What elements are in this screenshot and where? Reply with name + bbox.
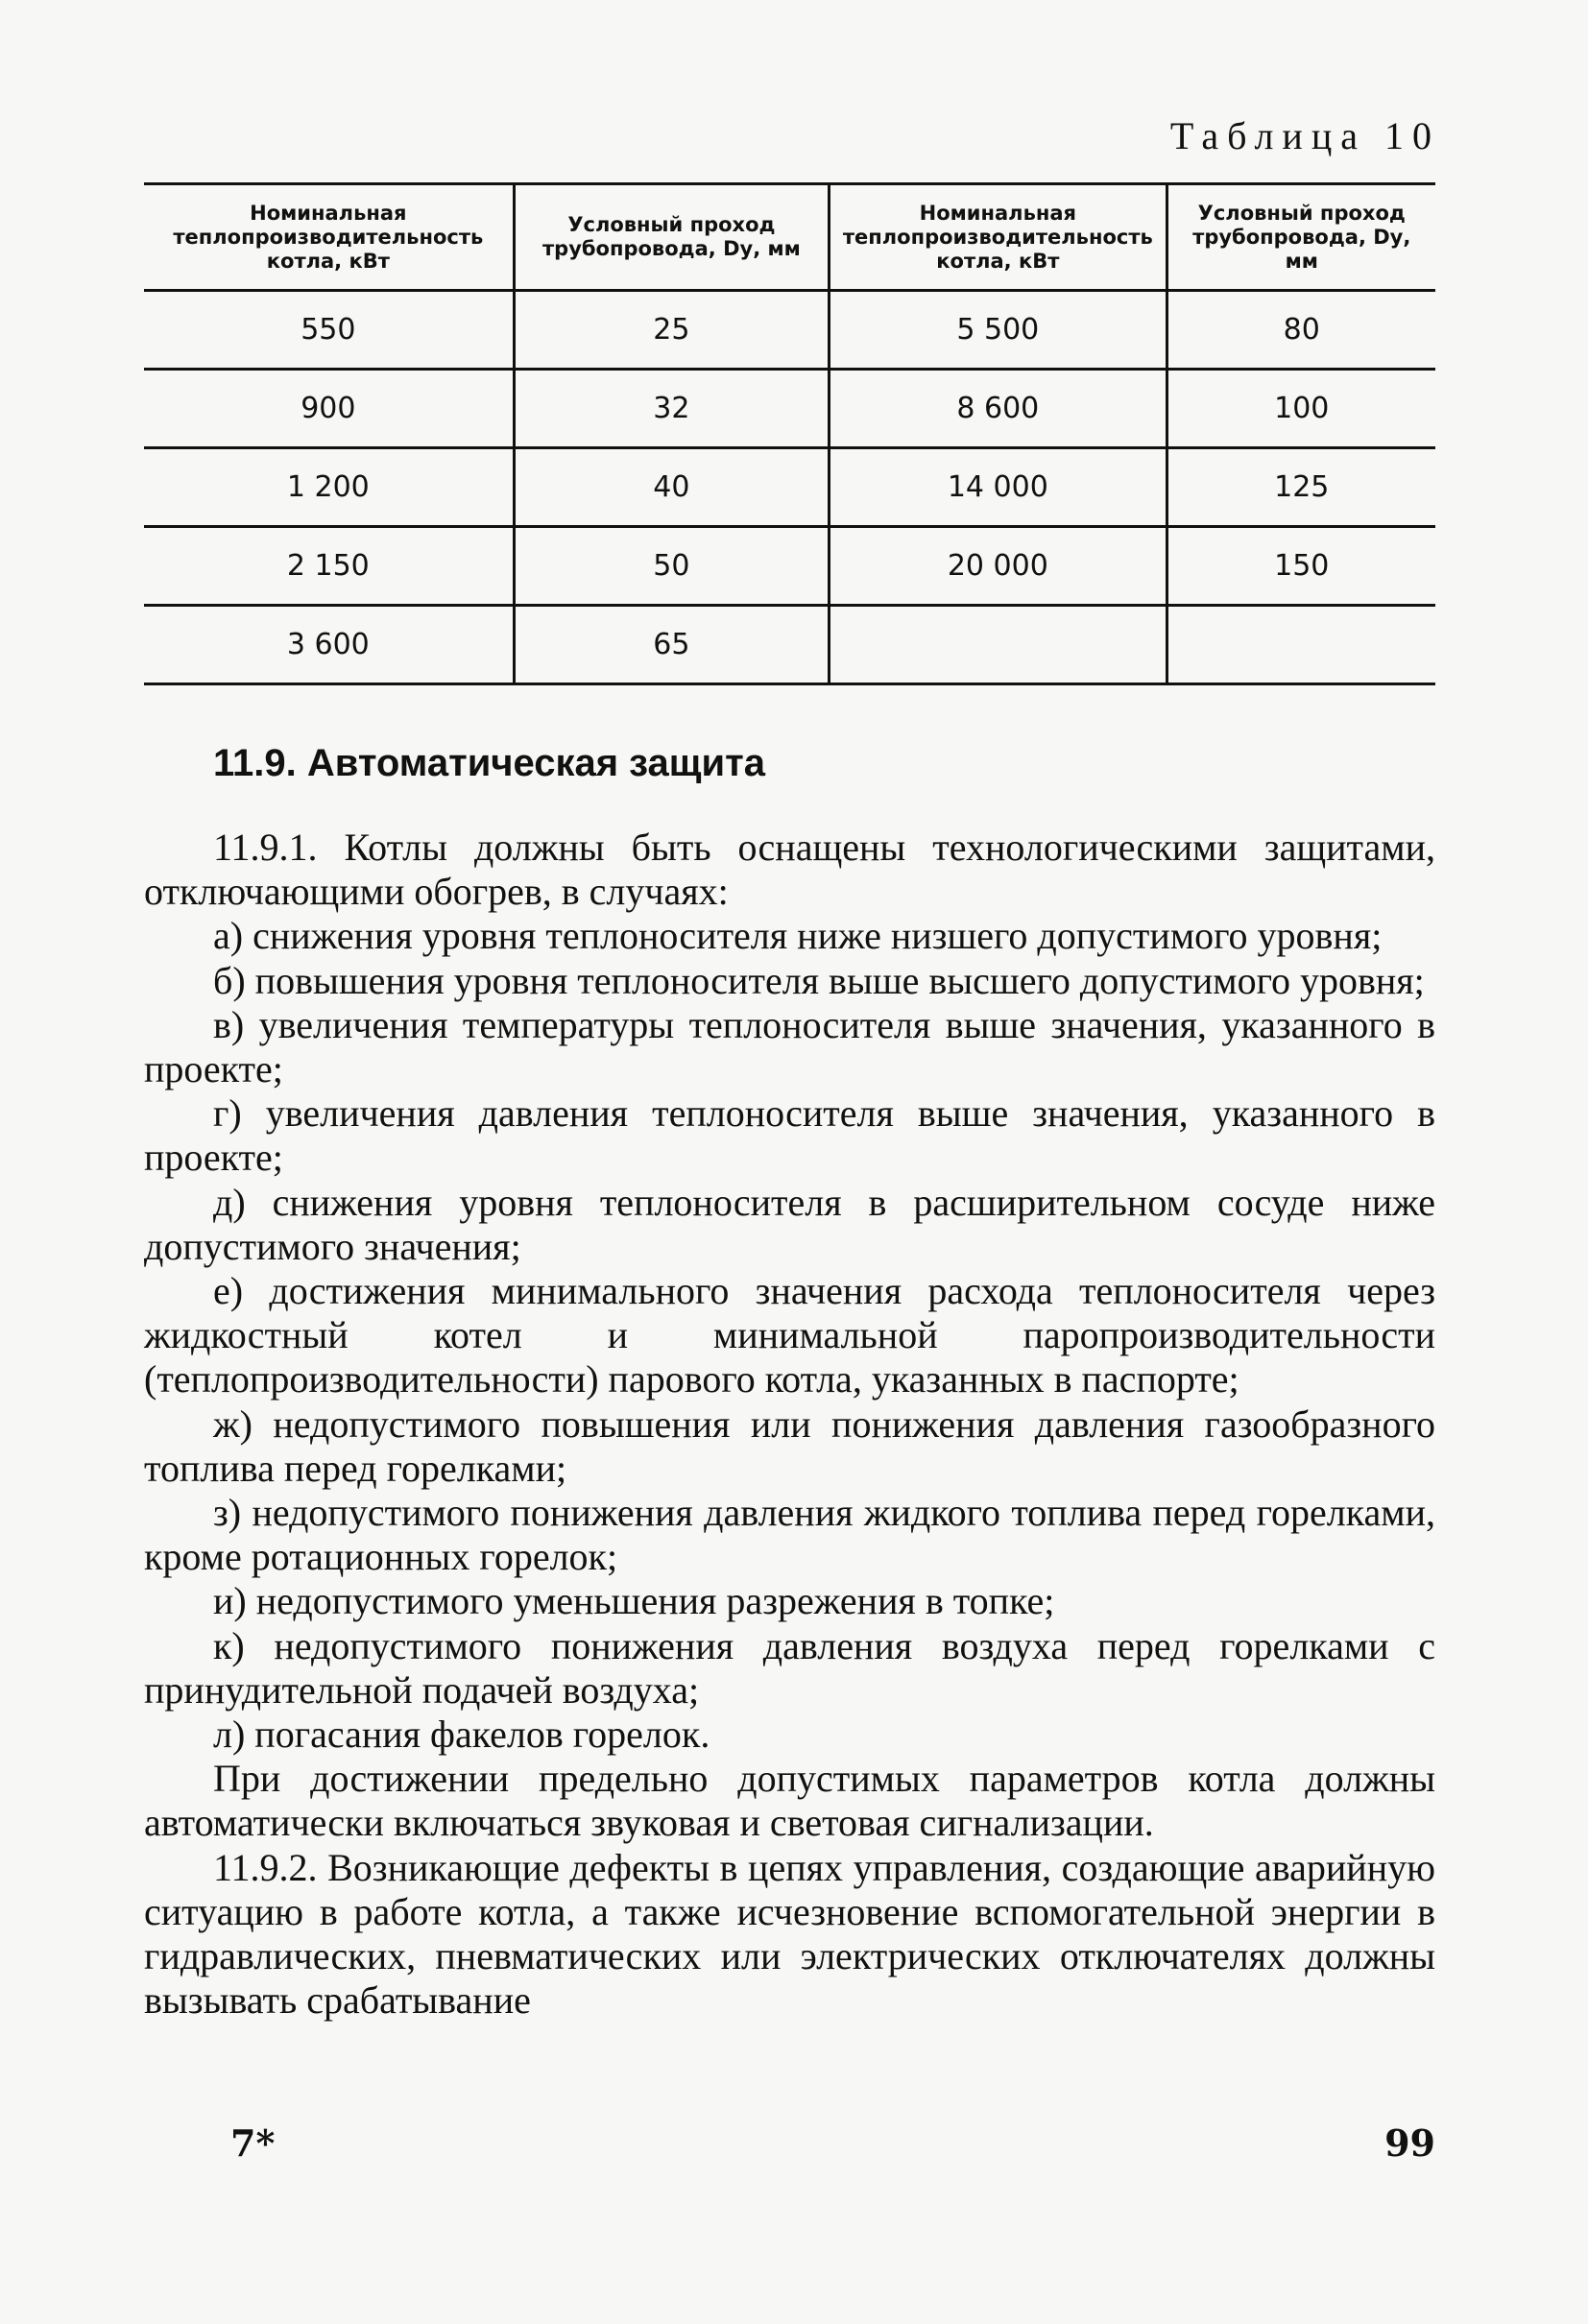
table-cell: 8 600: [830, 370, 1167, 448]
table-cell: 900: [144, 370, 514, 448]
list-item: к) недопустимого понижения давления воздуха перед горелками с принудительной подачей воздуха;: [144, 1623, 1435, 1712]
header-nominal-bore: Условный проход трубопровода, Dу, мм: [514, 184, 829, 291]
table-cell: 25: [514, 291, 829, 370]
boiler-pipe-table: [144, 182, 1435, 685]
table-cell: [1167, 606, 1435, 684]
table-caption: Таблица 10: [1169, 114, 1440, 157]
table-cell: 40: [514, 448, 829, 527]
section-heading: 11.9. Автоматическая защита: [213, 742, 765, 784]
table-cell: 80: [1167, 291, 1435, 370]
section-body: [144, 826, 1435, 2023]
table-cell: 150: [1167, 527, 1435, 606]
header-nominal-bore: Условный проход трубопровода, Dу, мм: [1167, 184, 1435, 291]
table-cell: [830, 606, 1167, 684]
table-row: [144, 448, 1435, 527]
list-item: а) снижения уровня теплоносителя ниже низшего допустимого уровня;: [213, 914, 1383, 958]
paragraph: При достижении предельно допустимых параметров котла должны автоматически включаться звуковая и световая сигнализации.: [144, 1757, 1435, 1845]
list-item: е) достижения минимального значения расхода теплоносителя через жидкостный котел и минимальной паропроизводительности (теплопроизводительности) парового котла, указанных в паспорте;: [144, 1269, 1435, 1402]
table-row: [144, 370, 1435, 448]
list-item: в) увеличения температуры теплоносителя выше значения, указанного в проекте;: [144, 1002, 1435, 1091]
table-cell: 100: [1167, 370, 1435, 448]
table-cell: 65: [514, 606, 829, 684]
table-cell: 32: [514, 370, 829, 448]
table-cell: 3 600: [144, 606, 514, 684]
table-cell: 550: [144, 291, 514, 370]
header-heat-output: Номинальная теплопроизводительность котла, кВт: [830, 184, 1167, 291]
list-item: б) повышения уровня теплоносителя выше высшего допустимого уровня;: [213, 958, 1425, 1002]
table-cell: 125: [1167, 448, 1435, 527]
header-heat-output: Номинальная теплопроизводительность котла, кВт: [144, 184, 514, 291]
page-number: 99: [1384, 2121, 1435, 2165]
table-row: [144, 291, 1435, 370]
list-item: ж) недопустимого повышения или понижения давления газообразного топлива перед горелками;: [144, 1402, 1435, 1490]
list-item: г) увеличения давления теплоносителя выше значения, указанного в проекте;: [144, 1091, 1435, 1180]
table-row: [144, 527, 1435, 606]
list-item: д) снижения уровня теплоносителя в расширительном сосуде ниже допустимого значения;: [144, 1180, 1435, 1268]
signature-mark: 7*: [230, 2121, 276, 2165]
list-item: и) недопустимого уменьшения разрежения в топке;: [213, 1579, 1055, 1623]
table-cell: 20 000: [830, 527, 1167, 606]
table-cell: 2 150: [144, 527, 514, 606]
list-item: з) недопустимого понижения давления жидкого топлива перед горелками, кроме ротационных горелок;: [144, 1491, 1435, 1579]
table-header-row: [144, 184, 1435, 291]
table-cell: 50: [514, 527, 829, 606]
list-item: л) погасания факелов горелок.: [213, 1713, 710, 1757]
table-cell: 5 500: [830, 291, 1167, 370]
table-row: [144, 606, 1435, 684]
paragraph: 11.9.2. Возникающие дефекты в цепях управления, создающие аварийную ситуацию в работе котла, а также исчезновение вспомогательной энергии в гидравлических, пневматических или электрических отключателях должны вызывать срабатывание: [144, 1845, 1435, 2023]
table-cell: 14 000: [830, 448, 1167, 527]
table-cell: 1 200: [144, 448, 514, 527]
paragraph: 11.9.1. Котлы должны быть оснащены технологическими защитами, отключающими обогрев, в случаях:: [144, 826, 1435, 914]
